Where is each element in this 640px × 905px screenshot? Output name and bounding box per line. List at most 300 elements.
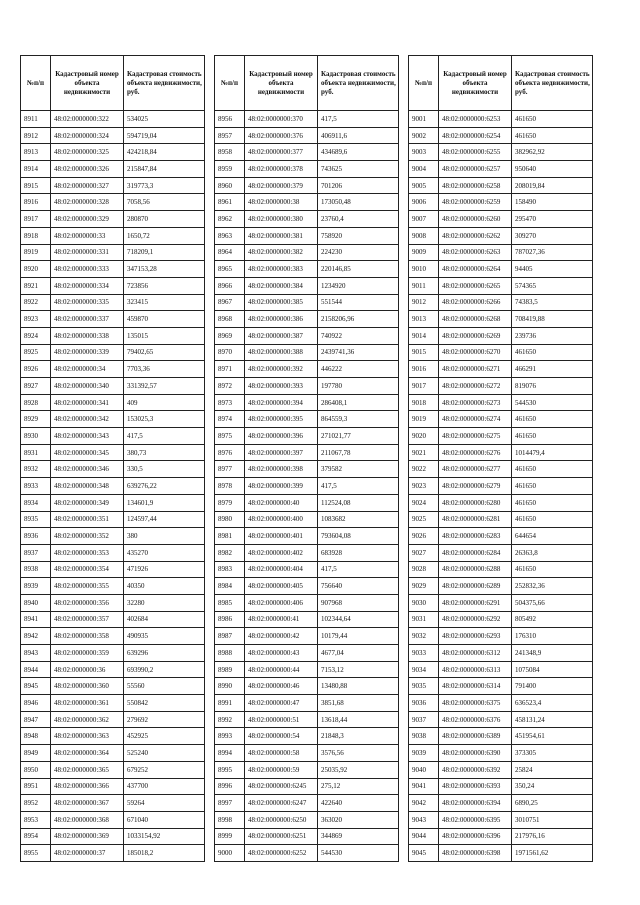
row-number: 8917 xyxy=(21,211,51,228)
table-row xyxy=(409,361,593,378)
cadastral-number: 48:02:0000000:397 xyxy=(245,444,318,461)
table-row xyxy=(409,578,593,595)
row-number: 8927 xyxy=(21,378,51,395)
cadastral-cost: 40350 xyxy=(124,578,205,595)
row-number: 8958 xyxy=(215,144,245,161)
table-row xyxy=(21,628,205,645)
table-row xyxy=(21,661,205,678)
table-row xyxy=(215,828,399,845)
cadastral-cost: 461650 xyxy=(512,428,593,445)
cadastral-number: 48:02:0000000:6291 xyxy=(439,594,512,611)
cadastral-cost: 3010751 xyxy=(512,811,593,828)
cadastral-number: 48:02:0000000:401 xyxy=(245,528,318,545)
table-row xyxy=(21,611,205,628)
cadastral-cost: 793604,08 xyxy=(318,528,399,545)
table-row xyxy=(409,494,593,511)
row-number: 9034 xyxy=(409,661,439,678)
row-number: 9030 xyxy=(409,594,439,611)
table-row xyxy=(409,561,593,578)
table-row xyxy=(215,161,399,178)
cadastral-cost: 347153,28 xyxy=(124,261,205,278)
cadastral-cost: 461650 xyxy=(512,461,593,478)
cadastral-cost: 373305 xyxy=(512,745,593,762)
row-number: 9007 xyxy=(409,211,439,228)
cadastral-cost: 10179,44 xyxy=(318,628,399,645)
table-row xyxy=(409,327,593,344)
row-number: 8912 xyxy=(21,127,51,144)
cadastral-number: 48:02:0000000:327 xyxy=(51,177,124,194)
cadastral-number: 48:02:0000000:380 xyxy=(245,211,318,228)
row-number: 9020 xyxy=(409,428,439,445)
cadastral-cost: 173050,48 xyxy=(318,194,399,211)
row-number: 8997 xyxy=(215,795,245,812)
table-row xyxy=(215,461,399,478)
cadastral-number: 48:02:0000000:6250 xyxy=(245,811,318,828)
row-number: 8995 xyxy=(215,761,245,778)
cadastral-number: 48:02:0000000:331 xyxy=(51,244,124,261)
table-row xyxy=(215,811,399,828)
cadastral-cost: 756640 xyxy=(318,578,399,595)
table-row xyxy=(409,344,593,361)
cadastral-number: 48:02:0000000:402 xyxy=(245,544,318,561)
cadastral-number: 48:02:0000000:346 xyxy=(51,461,124,478)
cadastral-number: 48:02:0000000:6269 xyxy=(439,327,512,344)
row-number: 8994 xyxy=(215,745,245,762)
cadastral-number: 48:02:0000000:360 xyxy=(51,678,124,695)
row-number: 8934 xyxy=(21,494,51,511)
cadastral-number: 48:02:0000000:368 xyxy=(51,811,124,828)
cadastral-number: 48:02:0000000:46 xyxy=(245,678,318,695)
cadastral-cost: 1014479,4 xyxy=(512,444,593,461)
row-number: 8954 xyxy=(21,828,51,845)
cadastral-cost: 907968 xyxy=(318,594,399,611)
cadastral-number: 48:02:0000000:6264 xyxy=(439,261,512,278)
table-row xyxy=(409,378,593,395)
cadastral-number: 48:02:0000000:6277 xyxy=(439,461,512,478)
table-row xyxy=(215,277,399,294)
table-row xyxy=(409,628,593,645)
table-row xyxy=(409,811,593,828)
cadastral-cost: 7703,36 xyxy=(124,361,205,378)
row-number: 8962 xyxy=(215,211,245,228)
table-row xyxy=(215,594,399,611)
row-number: 9043 xyxy=(409,811,439,828)
cadastral-number: 48:02:0000000:404 xyxy=(245,561,318,578)
cadastral-cost: 1971561,62 xyxy=(512,845,593,862)
cadastral-cost: 636523,4 xyxy=(512,695,593,712)
cadastral-number: 48:02:0000000:6284 xyxy=(439,544,512,561)
row-number: 9036 xyxy=(409,695,439,712)
table-row xyxy=(215,227,399,244)
cadastral-table-1 xyxy=(20,55,205,862)
row-number: 8978 xyxy=(215,478,245,495)
row-number: 8931 xyxy=(21,444,51,461)
cadastral-cost: 740922 xyxy=(318,327,399,344)
table-row xyxy=(21,811,205,828)
row-number: 9039 xyxy=(409,745,439,762)
row-number: 8968 xyxy=(215,311,245,328)
row-number: 8914 xyxy=(21,161,51,178)
cadastral-cost: 466291 xyxy=(512,361,593,378)
cadastral-cost: 544530 xyxy=(318,845,399,862)
cadastral-cost: 7058,56 xyxy=(124,194,205,211)
cadastral-cost: 422640 xyxy=(318,795,399,812)
row-number: 8947 xyxy=(21,711,51,728)
cadastral-number: 48:02:0000000:324 xyxy=(51,127,124,144)
row-number: 9006 xyxy=(409,194,439,211)
cadastral-cost: 7153,12 xyxy=(318,661,399,678)
table-row xyxy=(215,678,399,695)
cadastral-number: 48:02:0000000:396 xyxy=(245,428,318,445)
cadastral-cost: 1650,72 xyxy=(124,227,205,244)
cadastral-cost: 708419,88 xyxy=(512,311,593,328)
cadastral-number: 48:02:0000000:361 xyxy=(51,695,124,712)
cadastral-cost: 217976,16 xyxy=(512,828,593,845)
cadastral-number: 48:02:0000000:394 xyxy=(245,394,318,411)
cadastral-number: 48:02:0000000:6257 xyxy=(439,161,512,178)
cadastral-cost: 435270 xyxy=(124,544,205,561)
cadastral-cost: 197780 xyxy=(318,378,399,395)
header-cadastral-number: Кадастровый номер объекта недвижимости xyxy=(245,56,318,111)
cadastral-cost: 406911,6 xyxy=(318,127,399,144)
header-num: №п/п xyxy=(409,56,439,111)
table-row xyxy=(215,494,399,511)
cadastral-cost: 594719,04 xyxy=(124,127,205,144)
table-row xyxy=(409,761,593,778)
cadastral-number: 48:02:0000000:6376 xyxy=(439,711,512,728)
cadastral-cost: 461650 xyxy=(512,478,593,495)
cadastral-number: 48:02:0000000:338 xyxy=(51,327,124,344)
row-number: 9042 xyxy=(409,795,439,812)
cadastral-number: 48:02:0000000:6273 xyxy=(439,394,512,411)
row-number: 8933 xyxy=(21,478,51,495)
table-row xyxy=(215,544,399,561)
row-number: 9044 xyxy=(409,828,439,845)
row-number: 8959 xyxy=(215,161,245,178)
row-number: 8984 xyxy=(215,578,245,595)
table-row xyxy=(215,795,399,812)
cadastral-number: 48:02:0000000:6270 xyxy=(439,344,512,361)
table-row xyxy=(21,845,205,862)
row-number: 8963 xyxy=(215,227,245,244)
cadastral-number: 48:02:0000000:6276 xyxy=(439,444,512,461)
cadastral-cost: 215847,84 xyxy=(124,161,205,178)
row-number: 8970 xyxy=(215,344,245,361)
table-row xyxy=(21,411,205,428)
cadastral-number: 48:02:0000000:333 xyxy=(51,261,124,278)
cadastral-cost: 417,5 xyxy=(124,428,205,445)
row-number: 8944 xyxy=(21,661,51,678)
cadastral-number: 48:02:0000000:379 xyxy=(245,177,318,194)
table-row xyxy=(215,778,399,795)
cadastral-cost: 461650 xyxy=(512,411,593,428)
table-row xyxy=(215,411,399,428)
row-number: 8969 xyxy=(215,327,245,344)
cadastral-cost: 1075084 xyxy=(512,661,593,678)
cadastral-cost: 417,5 xyxy=(318,111,399,128)
cadastral-cost: 330,5 xyxy=(124,461,205,478)
cadastral-cost: 350,24 xyxy=(512,778,593,795)
table-row xyxy=(409,161,593,178)
cadastral-cost: 451954,61 xyxy=(512,728,593,745)
cadastral-number: 48:02:0000000:6255 xyxy=(439,144,512,161)
table-row xyxy=(215,745,399,762)
row-number: 9022 xyxy=(409,461,439,478)
table-row xyxy=(21,511,205,528)
row-number: 8950 xyxy=(21,761,51,778)
cadastral-number: 48:02:0000000:369 xyxy=(51,828,124,845)
cadastral-cost: 275,12 xyxy=(318,778,399,795)
cadastral-number: 48:02:0000000:382 xyxy=(245,244,318,261)
cadastral-number: 48:02:0000000:6274 xyxy=(439,411,512,428)
table-row xyxy=(21,544,205,561)
table-row xyxy=(409,261,593,278)
cadastral-cost: 74383,5 xyxy=(512,294,593,311)
row-number: 8923 xyxy=(21,311,51,328)
cadastral-number: 48:02:0000000:6259 xyxy=(439,194,512,211)
row-number: 8999 xyxy=(215,828,245,845)
row-number: 8925 xyxy=(21,344,51,361)
cadastral-cost: 295470 xyxy=(512,211,593,228)
table-row xyxy=(409,394,593,411)
row-number: 8942 xyxy=(21,628,51,645)
row-number: 9032 xyxy=(409,628,439,645)
cadastral-number: 48:02:0000000:362 xyxy=(51,711,124,728)
cadastral-cost: 417,5 xyxy=(318,561,399,578)
table-row xyxy=(215,327,399,344)
table-row xyxy=(409,544,593,561)
cadastral-cost: 23760,4 xyxy=(318,211,399,228)
table-row xyxy=(215,761,399,778)
cadastral-number: 48:02:0000000:6245 xyxy=(245,778,318,795)
row-number: 8972 xyxy=(215,378,245,395)
cadastral-cost: 490935 xyxy=(124,628,205,645)
row-number: 9027 xyxy=(409,544,439,561)
row-number: 8918 xyxy=(21,227,51,244)
cadastral-cost: 3576,56 xyxy=(318,745,399,762)
cadastral-cost: 525240 xyxy=(124,745,205,762)
row-number: 9002 xyxy=(409,127,439,144)
cadastral-cost: 158490 xyxy=(512,194,593,211)
cadastral-cost: 286408,1 xyxy=(318,394,399,411)
row-number: 8920 xyxy=(21,261,51,278)
cadastral-number: 48:02:0000000:357 xyxy=(51,611,124,628)
row-number: 8938 xyxy=(21,561,51,578)
row-number: 8982 xyxy=(215,544,245,561)
cadastral-table-2 xyxy=(214,55,399,862)
row-number: 8952 xyxy=(21,795,51,812)
row-number: 9003 xyxy=(409,144,439,161)
cadastral-cost: 79402,65 xyxy=(124,344,205,361)
cadastral-number: 48:02:0000000:6275 xyxy=(439,428,512,445)
table-row xyxy=(215,711,399,728)
row-number: 8941 xyxy=(21,611,51,628)
table-row xyxy=(409,828,593,845)
cadastral-number: 48:02:0000000:6395 xyxy=(439,811,512,828)
table-row xyxy=(215,528,399,545)
cadastral-number: 48:02:0000000:359 xyxy=(51,645,124,662)
table-row xyxy=(215,511,399,528)
cadastral-number: 48:02:0000000:33 xyxy=(51,227,124,244)
cadastral-number: 48:02:0000000:378 xyxy=(245,161,318,178)
table-row xyxy=(21,745,205,762)
cadastral-number: 48:02:0000000:329 xyxy=(51,211,124,228)
row-number: 9025 xyxy=(409,511,439,528)
header-cadastral-number: Кадастровый номер объекта недвижимости xyxy=(51,56,124,111)
header-cadastral-number: Кадастровый номер объекта недвижимости xyxy=(439,56,512,111)
cadastral-cost: 718209,1 xyxy=(124,244,205,261)
table-row xyxy=(21,327,205,344)
cadastral-cost: 13618,44 xyxy=(318,711,399,728)
cadastral-cost: 950640 xyxy=(512,161,593,178)
cadastral-number: 48:02:0000000:6254 xyxy=(439,127,512,144)
row-number: 8988 xyxy=(215,645,245,662)
row-number: 9038 xyxy=(409,728,439,745)
cadastral-cost: 723856 xyxy=(124,277,205,294)
row-number: 8955 xyxy=(21,845,51,862)
cadastral-cost: 112524,08 xyxy=(318,494,399,511)
table-row xyxy=(215,428,399,445)
table-header xyxy=(215,56,399,111)
cadastral-number: 48:02:0000000:340 xyxy=(51,378,124,395)
table-row xyxy=(409,277,593,294)
cadastral-cost: 135015 xyxy=(124,327,205,344)
cadastral-cost: 94405 xyxy=(512,261,593,278)
cadastral-number: 48:02:0000000:43 xyxy=(245,645,318,662)
table-row xyxy=(21,678,205,695)
table-row xyxy=(21,461,205,478)
cadastral-number: 48:02:0000000:364 xyxy=(51,745,124,762)
row-number: 8940 xyxy=(21,594,51,611)
row-number: 9014 xyxy=(409,327,439,344)
table-row xyxy=(21,211,205,228)
cadastral-number: 48:02:0000000:6268 xyxy=(439,311,512,328)
row-number: 8981 xyxy=(215,528,245,545)
cadastral-number: 48:02:0000000:356 xyxy=(51,594,124,611)
cadastral-number: 48:02:0000000:6271 xyxy=(439,361,512,378)
cadastral-cost: 185018,2 xyxy=(124,845,205,862)
cadastral-number: 48:02:0000000:326 xyxy=(51,161,124,178)
table-row xyxy=(215,361,399,378)
row-number: 8943 xyxy=(21,645,51,662)
cadastral-cost: 639276,22 xyxy=(124,478,205,495)
table-row xyxy=(215,628,399,645)
cadastral-number: 48:02:0000000:6280 xyxy=(439,494,512,511)
cadastral-number: 48:02:0000000:6263 xyxy=(439,244,512,261)
cadastral-number: 48:02:0000000:385 xyxy=(245,294,318,311)
cadastral-cost: 461650 xyxy=(512,127,593,144)
table-row xyxy=(21,194,205,211)
row-number: 9031 xyxy=(409,611,439,628)
row-number: 9033 xyxy=(409,645,439,662)
table-row xyxy=(215,261,399,278)
table-row xyxy=(409,244,593,261)
table-row xyxy=(409,411,593,428)
table-row xyxy=(215,144,399,161)
cadastral-number: 48:02:0000000:54 xyxy=(245,728,318,745)
cadastral-number: 48:02:0000000:384 xyxy=(245,277,318,294)
table-row xyxy=(409,461,593,478)
cadastral-cost: 208019,84 xyxy=(512,177,593,194)
table-row xyxy=(409,294,593,311)
cadastral-number: 48:02:0000000:6260 xyxy=(439,211,512,228)
cadastral-cost: 437700 xyxy=(124,778,205,795)
cadastral-cost: 461650 xyxy=(512,344,593,361)
row-number: 8967 xyxy=(215,294,245,311)
cadastral-cost: 434689,6 xyxy=(318,144,399,161)
cadastral-cost: 791400 xyxy=(512,678,593,695)
row-number: 8936 xyxy=(21,528,51,545)
cadastral-number: 48:02:0000000:6293 xyxy=(439,628,512,645)
cadastral-number: 48:02:0000000:388 xyxy=(245,344,318,361)
cadastral-cost: 409 xyxy=(124,394,205,411)
cadastral-cost: 758920 xyxy=(318,227,399,244)
cadastral-number: 48:02:0000000:322 xyxy=(51,111,124,128)
row-number: 8924 xyxy=(21,327,51,344)
row-number: 8996 xyxy=(215,778,245,795)
row-number: 8989 xyxy=(215,661,245,678)
row-number: 9016 xyxy=(409,361,439,378)
cadastral-number: 48:02:0000000:6258 xyxy=(439,177,512,194)
cadastral-number: 48:02:0000000:41 xyxy=(245,611,318,628)
cadastral-number: 48:02:0000000:381 xyxy=(245,227,318,244)
table-row xyxy=(409,795,593,812)
cadastral-number: 48:02:0000000:6375 xyxy=(439,695,512,712)
cadastral-number: 48:02:0000000:6252 xyxy=(245,845,318,862)
row-number: 8986 xyxy=(215,611,245,628)
cadastral-number: 48:02:0000000:358 xyxy=(51,628,124,645)
header-num: №п/п xyxy=(21,56,51,111)
row-number: 8928 xyxy=(21,394,51,411)
cadastral-cost: 319773,3 xyxy=(124,177,205,194)
table-row xyxy=(21,378,205,395)
cadastral-number: 48:02:0000000:339 xyxy=(51,344,124,361)
table-header xyxy=(409,56,593,111)
cadastral-cost: 701206 xyxy=(318,177,399,194)
cadastral-cost: 380 xyxy=(124,528,205,545)
cadastral-cost: 124597,44 xyxy=(124,511,205,528)
cadastral-table-3 xyxy=(408,55,593,862)
table-row xyxy=(215,211,399,228)
cadastral-cost: 13480,88 xyxy=(318,678,399,695)
cadastral-cost: 458131,24 xyxy=(512,711,593,728)
row-number: 8964 xyxy=(215,244,245,261)
table-row xyxy=(21,828,205,845)
row-number: 9000 xyxy=(215,845,245,862)
cadastral-cost: 446222 xyxy=(318,361,399,378)
table-row xyxy=(215,611,399,628)
cadastral-number: 48:02:0000000:6393 xyxy=(439,778,512,795)
table-row xyxy=(21,478,205,495)
row-number: 8932 xyxy=(21,461,51,478)
row-number: 8951 xyxy=(21,778,51,795)
row-number: 8977 xyxy=(215,461,245,478)
cadastral-cost: 639296 xyxy=(124,645,205,662)
cadastral-number: 48:02:0000000:383 xyxy=(245,261,318,278)
cadastral-number: 48:02:0000000:335 xyxy=(51,294,124,311)
cadastral-cost: 402684 xyxy=(124,611,205,628)
row-number: 8965 xyxy=(215,261,245,278)
cadastral-number: 48:02:0000000:58 xyxy=(245,745,318,762)
cadastral-number: 48:02:0000000:355 xyxy=(51,578,124,595)
cadastral-cost: 241348,9 xyxy=(512,645,593,662)
row-number: 9045 xyxy=(409,845,439,862)
table-row xyxy=(21,344,205,361)
row-number: 9008 xyxy=(409,227,439,244)
cadastral-number: 48:02:0000000:405 xyxy=(245,578,318,595)
cadastral-number: 48:02:0000000:352 xyxy=(51,528,124,545)
cadastral-cost: 21848,3 xyxy=(318,728,399,745)
